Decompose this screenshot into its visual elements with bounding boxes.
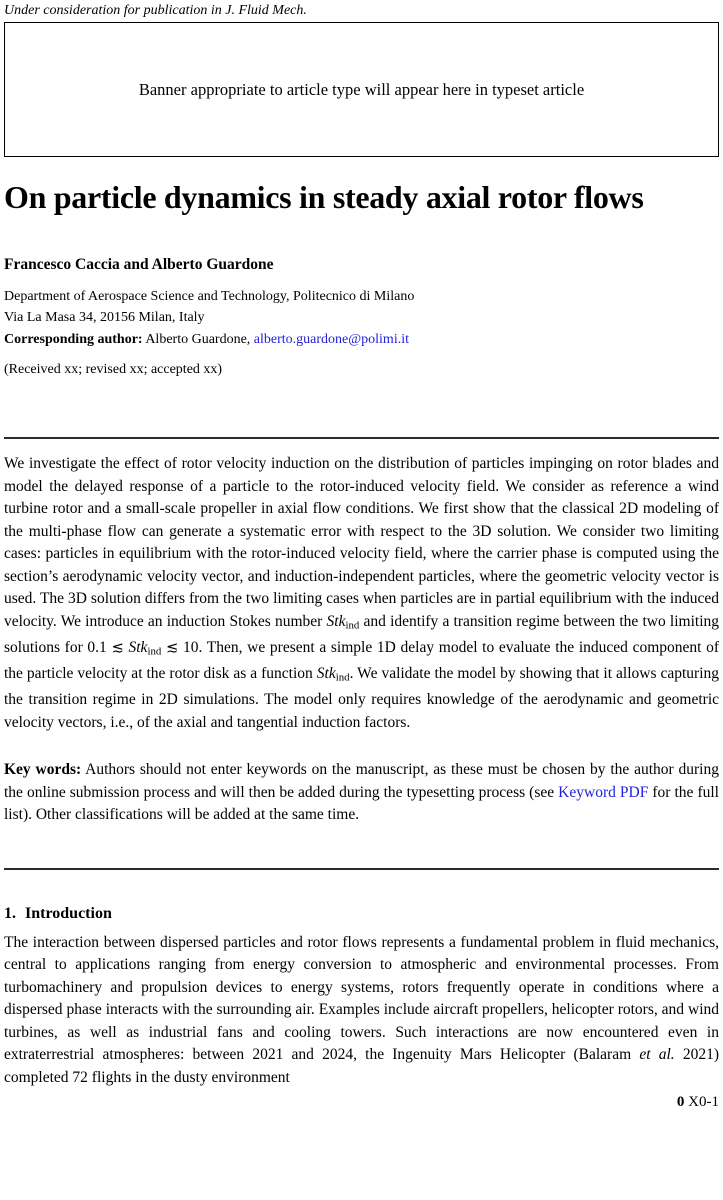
text-segment: ind — [335, 671, 350, 684]
text-segment: We investigate the effect of rotor velocity induction on the distribution of particles impinging on rotor blades and model the delayed response of a particle to the rotor-induced velocity field. We consider as reference a wind turbine rotor and a small-scale propeller in axial flow conditions. We first show that the classical 2D modeling of the multi-phase flow can generate a systematic error with respect to the 3D solution. We consider two limiting cases: particles in equilibrium with the rotor-induced velocity field, where the carrier phase is computed using the section’s aerodynamic velocity vector, and induction-independent particles, where the geometric velocity vector is used. The 3D solution differs from the two limiting cases when particles are in partial equilibrium with the induced velocity. We introduce an induction Stokes number — [4, 455, 719, 630]
abstract-rule-bottom — [4, 868, 719, 870]
text-segment: et al. — [639, 1046, 675, 1064]
abstract-rule-top — [4, 437, 719, 439]
abstract-paragraph — [4, 453, 719, 734]
affiliation-block — [4, 286, 719, 328]
text-segment: X0-1 — [684, 1094, 719, 1111]
text-segment: 0 — [676, 1094, 685, 1111]
text-segment: Key words: — [4, 761, 82, 779]
section-number: 1. — [4, 904, 16, 922]
text-segment: Stk — [316, 664, 336, 682]
text-segment: and identify a transition regime between the two limiting solutions for 0.1 — [4, 612, 720, 656]
affiliation-line-2: Via La Masa 34, 20156 Milan, Italy — [4, 310, 205, 325]
text-segment: Authors should not enter keywords on the manuscript, as these must be chosen by the author during the online submission process and will then be added during the typesetting process (see — [4, 761, 719, 801]
text-segment: ind — [345, 619, 360, 632]
page-title: On particle dynamics in steady axial rotor flows — [4, 179, 644, 215]
corresponding-author-line — [4, 329, 719, 350]
text-segment: Corresponding author: — [4, 332, 143, 347]
authors-line: Francesco Caccia and Alberto Guardone — [4, 256, 274, 273]
introduction-paragraph — [4, 932, 719, 1090]
text-segment: ind — [147, 645, 162, 658]
text-segment: 10. Then, we present a simple 1D delay model to evaluate the induced component of the particle velocity at the rotor disk as a function — [4, 638, 720, 682]
text-segment: ≲ — [111, 638, 124, 656]
keyword-pdf-link[interactable]: Keyword PDF — [558, 783, 649, 801]
keywords-paragraph — [4, 759, 719, 827]
banner-text: Banner appropriate to article type will appear here in typeset article — [138, 79, 585, 99]
text-segment: The interaction between dispersed particles and rotor flows represents a fundamental problem in fluid mechanics, central to applications ranging from energy conversion to atmospheric and environmental processes. From turbomachinery and propulsion devices to energy systems, rotors frequently operate in conditions where a dispersed phase interacts with the surrounding air. Examples include aircraft propellers, helicopter rotors, and wind turbines, as well as industrial fans and cooling towers. Such interactions are now encountered even in extraterrestrial atmospheres: between 2021 and 2024, the Ingenuity Mars Helicopter (Balaram — [4, 933, 719, 1064]
text-segment: . We validate the model by showing that it allows capturing the transition regime in 2D simulations. The model only requires knowledge of the aerodynamic and geometric velocity vectors, i.e., of the axial and tangential induction factors. — [4, 664, 719, 731]
text-segment: 2021) completed 72 flights in the dusty environment — [4, 1046, 720, 1086]
text-segment: ≲ — [165, 638, 179, 656]
page-number-footer — [4, 1093, 719, 1112]
text-segment: for the full list). Other classifications will be added at the same time. — [4, 783, 719, 824]
email-link[interactable]: alberto.guardone@polimi.it — [253, 332, 409, 347]
received-line: (Received xx; revised xx; accepted xx) — [4, 362, 223, 377]
section-1-heading — [4, 903, 719, 924]
text-segment: Stk — [326, 612, 346, 630]
journal-status-line: Under consideration for publication in J. Fluid Mech. — [4, 3, 307, 18]
text-segment: Alberto Guardone, — [142, 332, 254, 347]
banner-box — [4, 22, 719, 157]
affiliation-line-1: Department of Aerospace Science and Technology, Politecnico di Milano — [4, 289, 415, 304]
section-title: Introduction — [25, 904, 112, 922]
text-segment: Stk — [128, 638, 148, 656]
